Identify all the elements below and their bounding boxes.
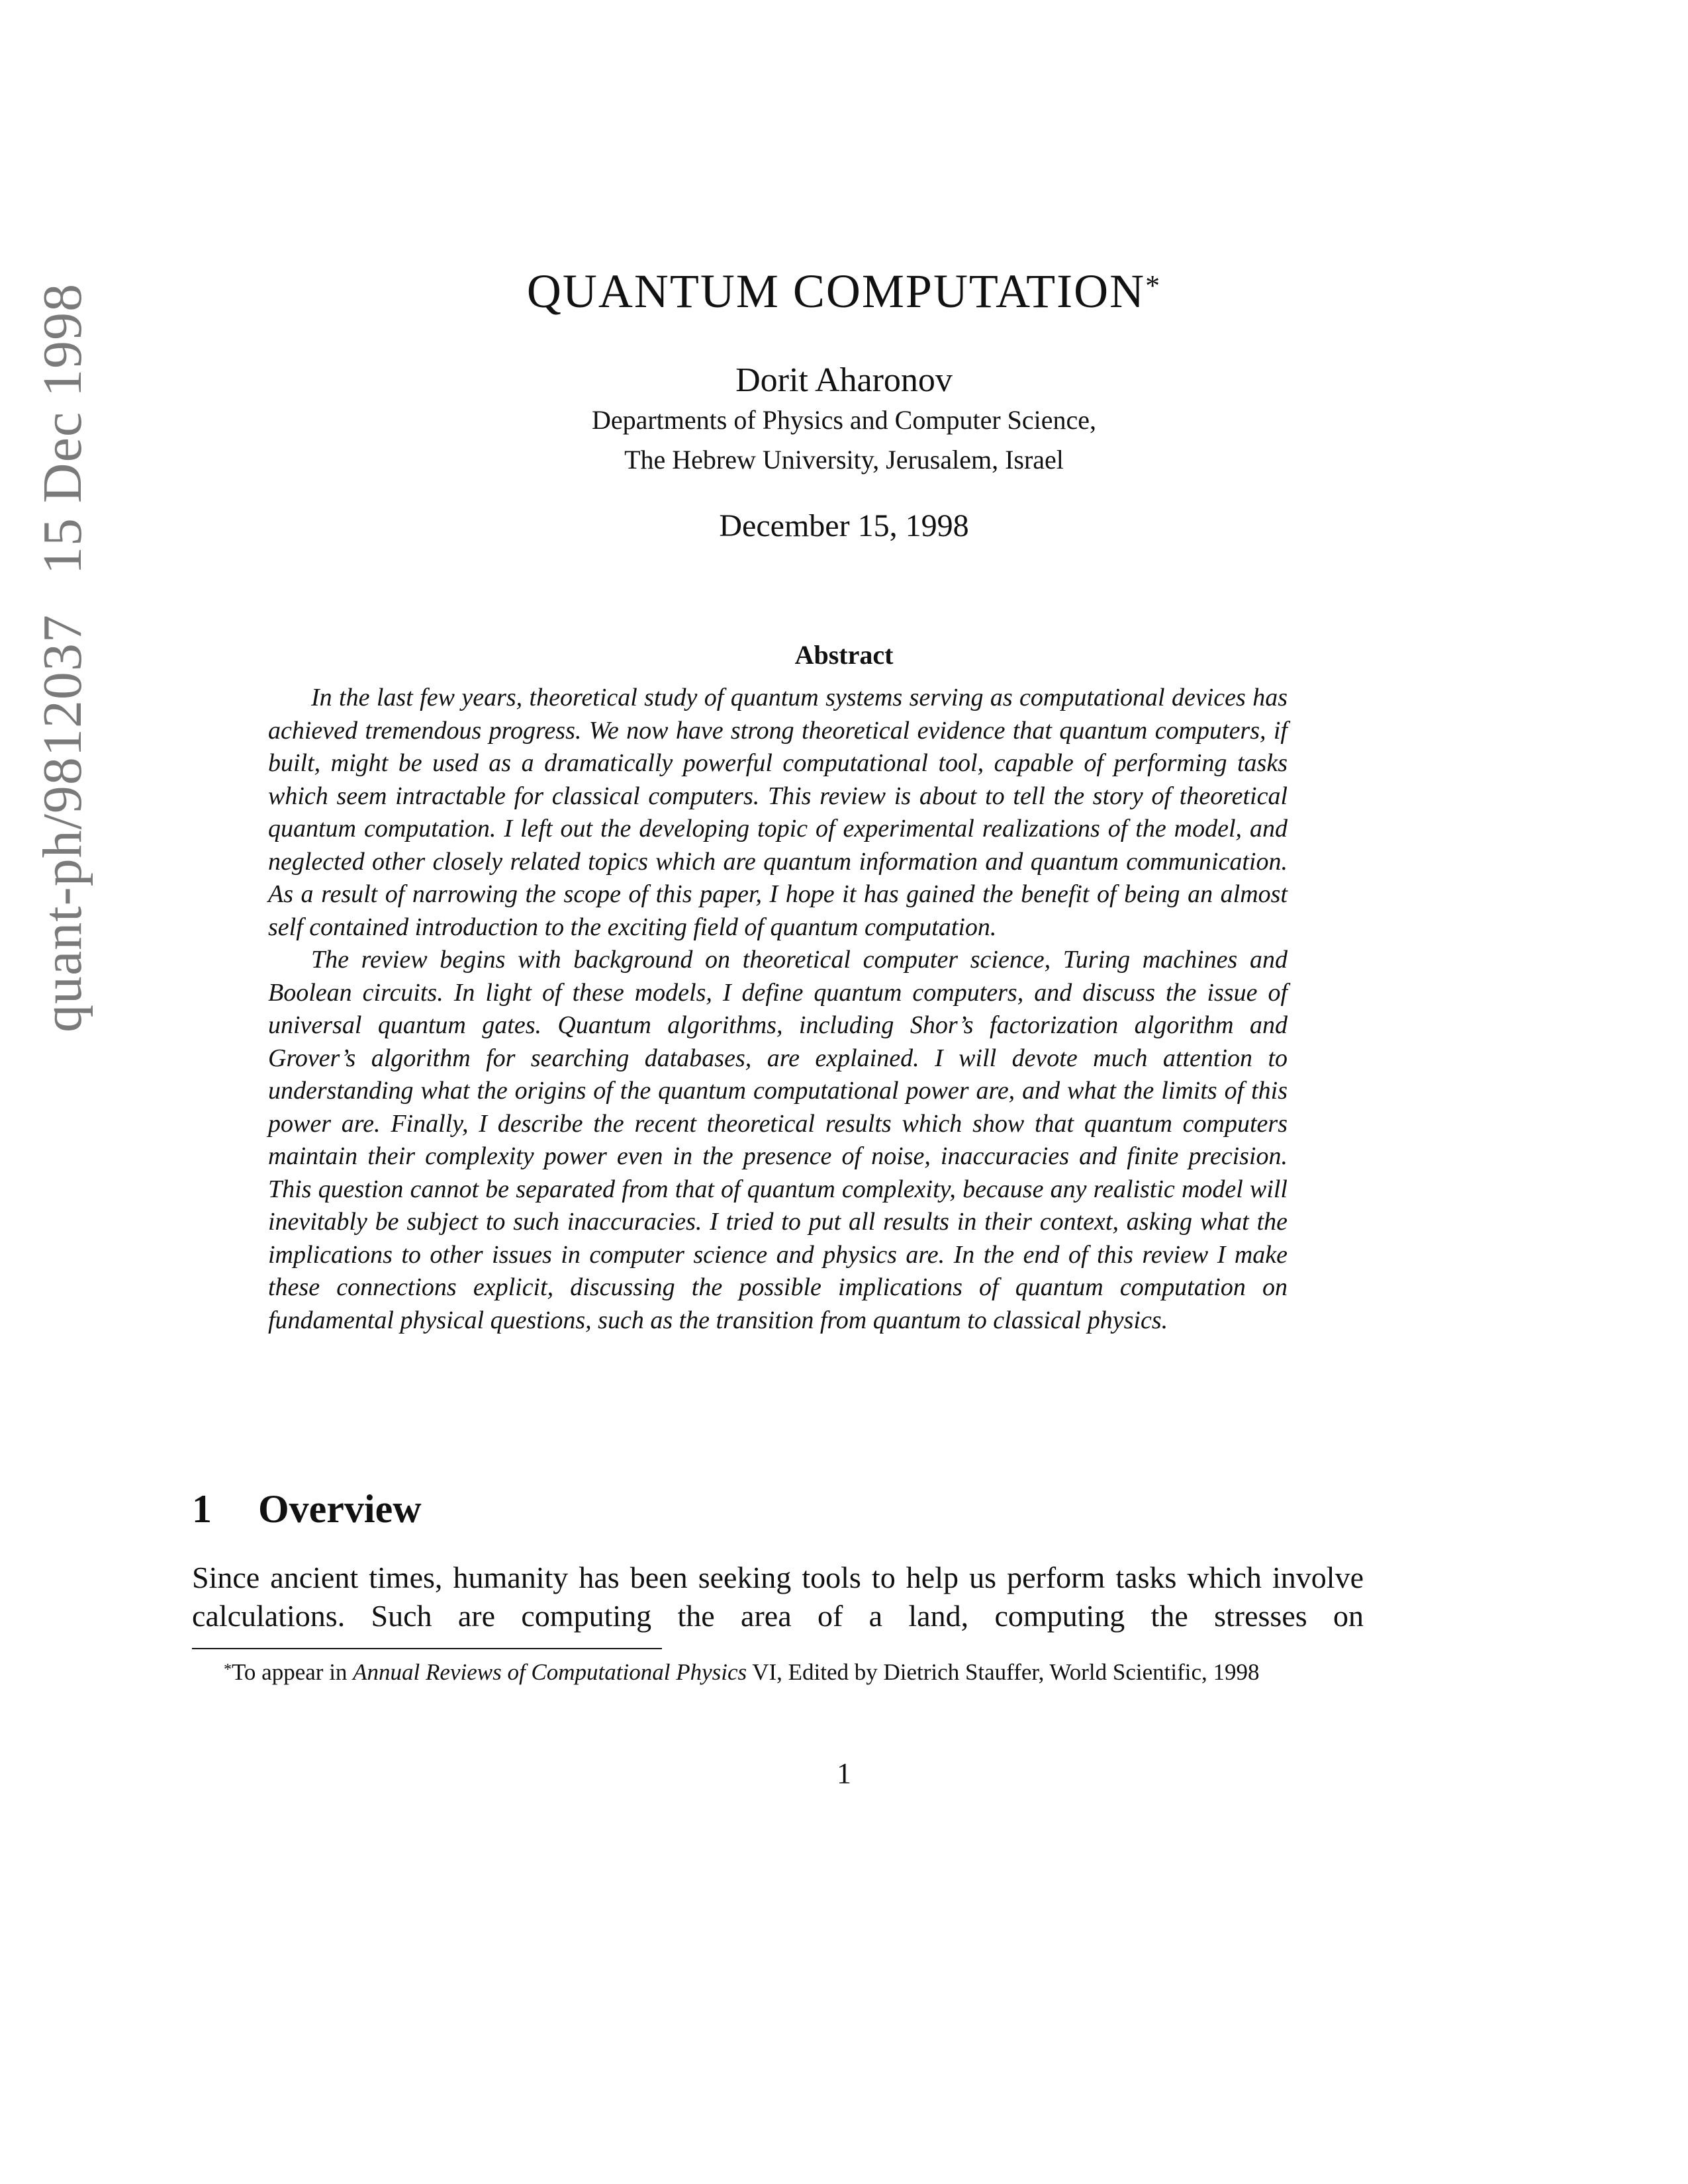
arxiv-date: 15 Dec 1998 (32, 283, 93, 575)
section-heading-overview (192, 1482, 422, 1535)
footnote-suffix: VI, Edited by Dietrich Stauffer, World Scientific, 1998 (747, 1659, 1260, 1685)
section-body (192, 1559, 1364, 1635)
author-name: Dorit Aharonov (735, 361, 953, 399)
section-title: Overview (258, 1487, 422, 1531)
footnote-journal: Annual Reviews of Computational Physics (353, 1659, 747, 1685)
abstract-paragraph-2: The review begins with background on theoretical computer science, Turing machines and Boolean circuits. In light of these models, I define quantum computers, and discuss the issue of universal quantum gates. Quantum algorithms, including Shor’s factorization algorithm and Grover’s algorithm for searching databases, are explained. I will devote much attention to understanding what the origins of the quantum computational power are, and what the limits of this power are. Finally, I describe the recent theoretical results which show that quantum computers maintain their complexity power even in the presence of noise, inaccuracies and finite precision. This question cannot be separated from that of quantum complexity, because any realistic model will inevitably be subject to such inaccuracies. I tried to put all results in their context, asking what the implications to other issues in computer science and physics are. In the end of this review I make these connections explicit, discussing the possible implications of quantum computation on fundamental physical questions, such as the transition from quantum to classical physics. (268, 946, 1288, 1334)
affiliation-line-1: Departments of Physics and Computer Science, (591, 405, 1097, 435)
abstract-paragraph-1: In the last few years, theoretical study of quantum systems serving as computational devices has achieved tremendous progress. We now have strong theoretical evidence that quantum computers, if built, might be used as a dramatically powerful computational tool, capable of performing tasks which seem intractable for classical computers. This review is about to tell the story of theoretical quantum computation. I left out the developing topic of experimental realizations of the model, and neglected other closely related topics which are quantum information and quantum communication. As a result of narrowing the scope of this paper, I hope it has gained the benefit of being an almost self contained introduction to the exciting field of quantum computation. (268, 684, 1288, 941)
abstract-body (268, 682, 1288, 1337)
title-footnote-mark: * (1145, 269, 1162, 302)
section-paragraph: Since ancient times, humanity has been seeking tools to help us perform tasks which involve calculations. Such are computing the area of a land, computing the stresses on (192, 1561, 1364, 1633)
paper-date: December 15, 1998 (719, 508, 969, 543)
footnote (192, 1657, 1364, 1688)
footnote-prefix: To appear in (232, 1659, 353, 1685)
footnote-mark: * (224, 1661, 232, 1678)
affiliation-line-2: The Hebrew University, Jerusalem, Israel (624, 445, 1064, 475)
arxiv-identifier: quant-ph/9812037 (32, 614, 93, 1032)
paper-title-text: QUANTUM COMPUTATION (526, 265, 1146, 318)
page-number: 1 (837, 1757, 851, 1790)
paper-title (0, 261, 1688, 321)
author-affiliation (0, 400, 1688, 480)
abstract-heading: Abstract (794, 640, 894, 670)
footnote-rule (192, 1648, 662, 1649)
section-number: 1 (192, 1487, 212, 1531)
